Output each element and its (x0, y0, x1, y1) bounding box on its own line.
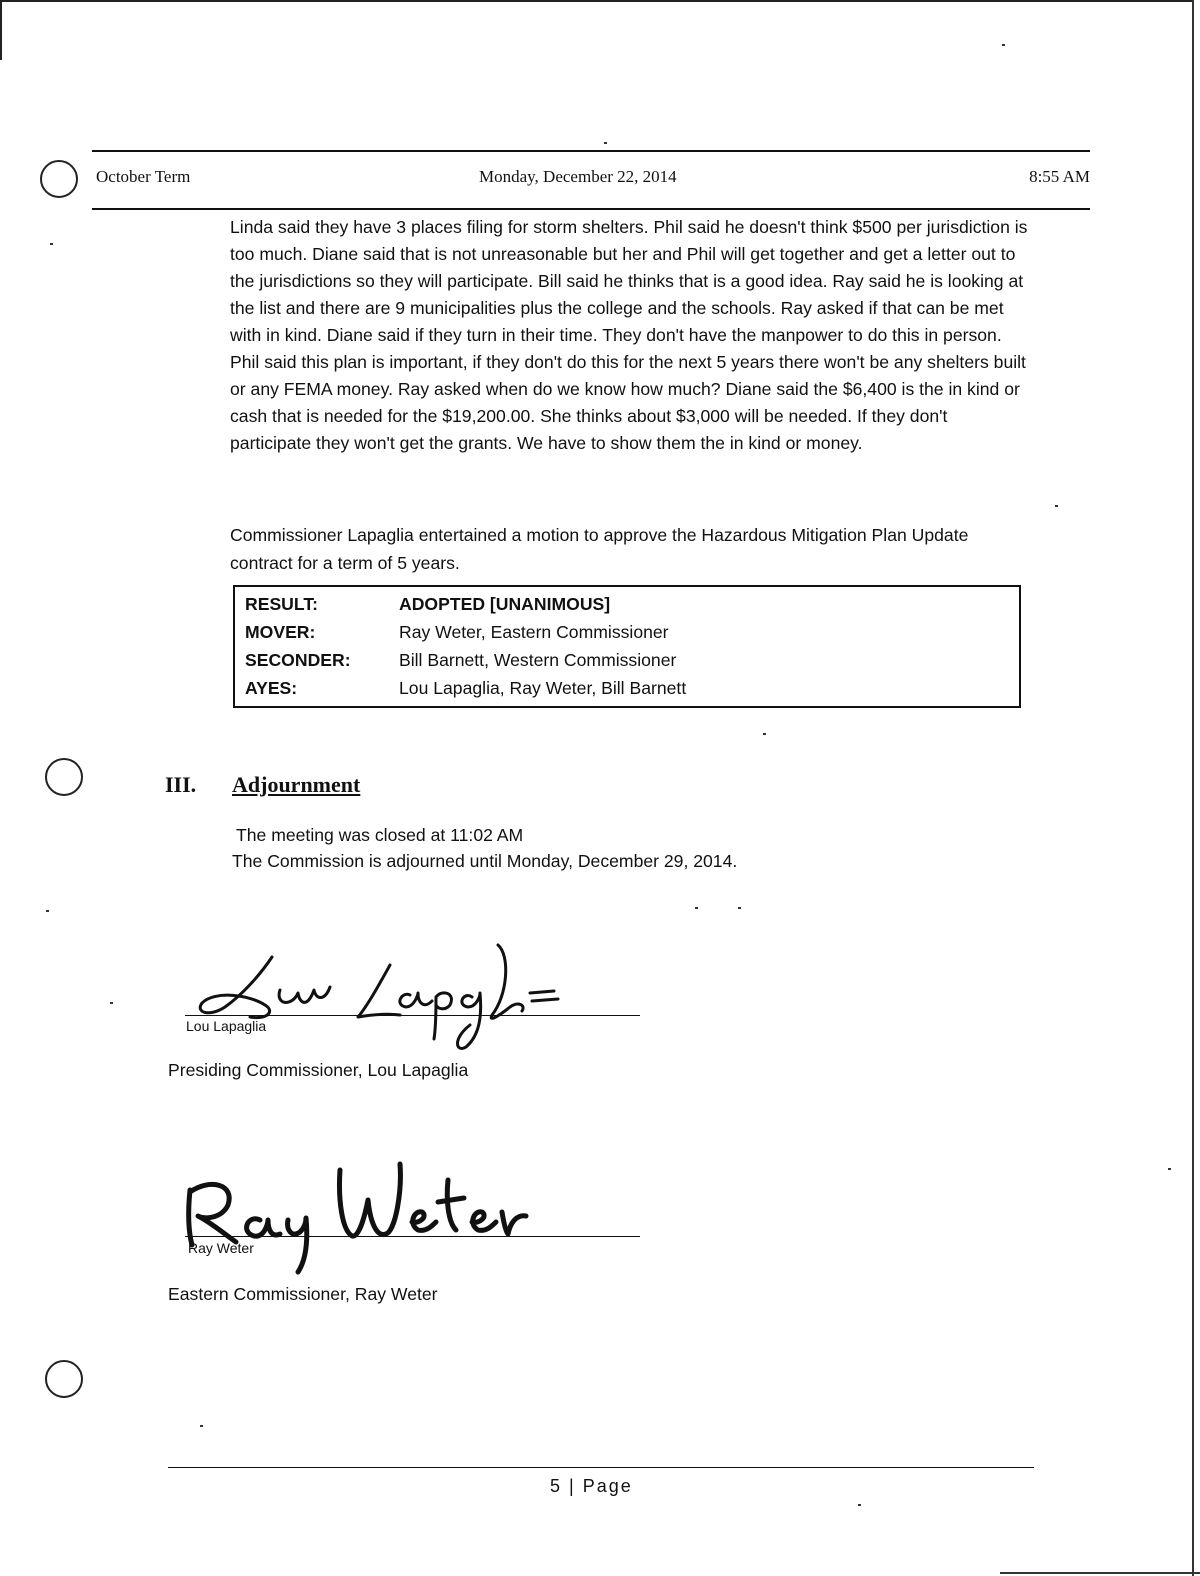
scan-speck (1002, 44, 1005, 46)
section-title: Adjournment (232, 772, 361, 797)
signer-name: Ray Weter (188, 1240, 254, 1256)
mover-value: Ray Weter, Eastern Commissioner (399, 622, 669, 642)
signer-caption: Presiding Commissioner, Lou Lapaglia (168, 1060, 469, 1080)
header-term: October Term (96, 167, 191, 186)
result-value: ADOPTED [UNANIMOUS] (399, 594, 611, 614)
scan-edge-left (0, 0, 2, 60)
section-number: III. (165, 772, 197, 797)
page-header (92, 150, 1090, 210)
punch-hole (45, 1360, 83, 1398)
scan-speck (110, 1002, 113, 1004)
scan-speck (763, 733, 766, 735)
seconder-label: SECONDER: (245, 650, 351, 670)
punch-hole (40, 160, 78, 198)
scan-speck (200, 1425, 203, 1427)
scan-speck (858, 1504, 861, 1506)
header-time: 8:55 AM (1029, 167, 1090, 186)
ayes-value: Lou Lapaglia, Ray Weter, Bill Barnett (399, 678, 687, 698)
footer-rule (168, 1467, 1034, 1468)
signature-line (185, 1015, 640, 1016)
motion-paragraph: Commissioner Lapaglia entertained a motion to approve the Hazardous Mitigation Plan Update contract for a term of 5 years. (230, 525, 969, 573)
signature-ray-weter (180, 1150, 560, 1280)
scan-speck (46, 910, 49, 912)
signature-lou-lapaglia (180, 935, 640, 1060)
header-date: Monday, December 22, 2014 (479, 167, 677, 186)
discussion-paragraph: Linda said they have 3 places filing for storm shelters. Phil said he doesn't think $500 per jurisdiction is too much. Diane said that is not unreasonable but her and Phil will get together and get a letter out to the jurisdictions so they will participate. Bill said he thinks that is a good idea. Ray said he is looking at the list and there are 9 municipalities plus the college and the schools. Ray asked if that can be met with in kind. Diane said if they turn in their time. They don't have the manpower to do this in person. Phil said this plan is important, if they don't do this for the next 5 years there won't be any shelters built or any FEMA money. Ray asked when do we know how much? Diane said the $6,400 is the in kind or cash that is needed for the $19,200.00. She thinks about $3,000 will be needed. If they don't participate they won't get the grants. We have to show them the in kind or money. (230, 217, 1028, 453)
signer-name: Lou Lapaglia (186, 1018, 267, 1034)
scan-speck (1055, 505, 1058, 507)
signer-caption: Eastern Commissioner, Ray Weter (168, 1284, 438, 1304)
punch-hole (45, 758, 83, 796)
scan-edge-bottom (1000, 1572, 1200, 1574)
scan-speck (604, 142, 607, 144)
scan-edge-right (1192, 0, 1194, 1576)
seconder-value: Bill Barnett, Western Commissioner (399, 650, 677, 670)
adjourned-until-text: The Commission is adjourned until Monday, December 29, 2014. (232, 851, 738, 871)
result-label: RESULT: (245, 594, 318, 614)
ayes-label: AYES: (245, 678, 298, 698)
scan-speck (50, 243, 53, 245)
scan-speck (1168, 1168, 1171, 1170)
signature-line (185, 1236, 640, 1237)
page-number: 5 | Page (550, 1476, 633, 1496)
meeting-closed-text: The meeting was closed at 11:02 AM (236, 825, 524, 845)
scan-speck (738, 907, 741, 909)
vote-result-box (233, 585, 1021, 708)
scan-edge-top (0, 0, 1194, 2)
mover-label: MOVER: (245, 622, 316, 642)
scan-speck (695, 907, 698, 909)
